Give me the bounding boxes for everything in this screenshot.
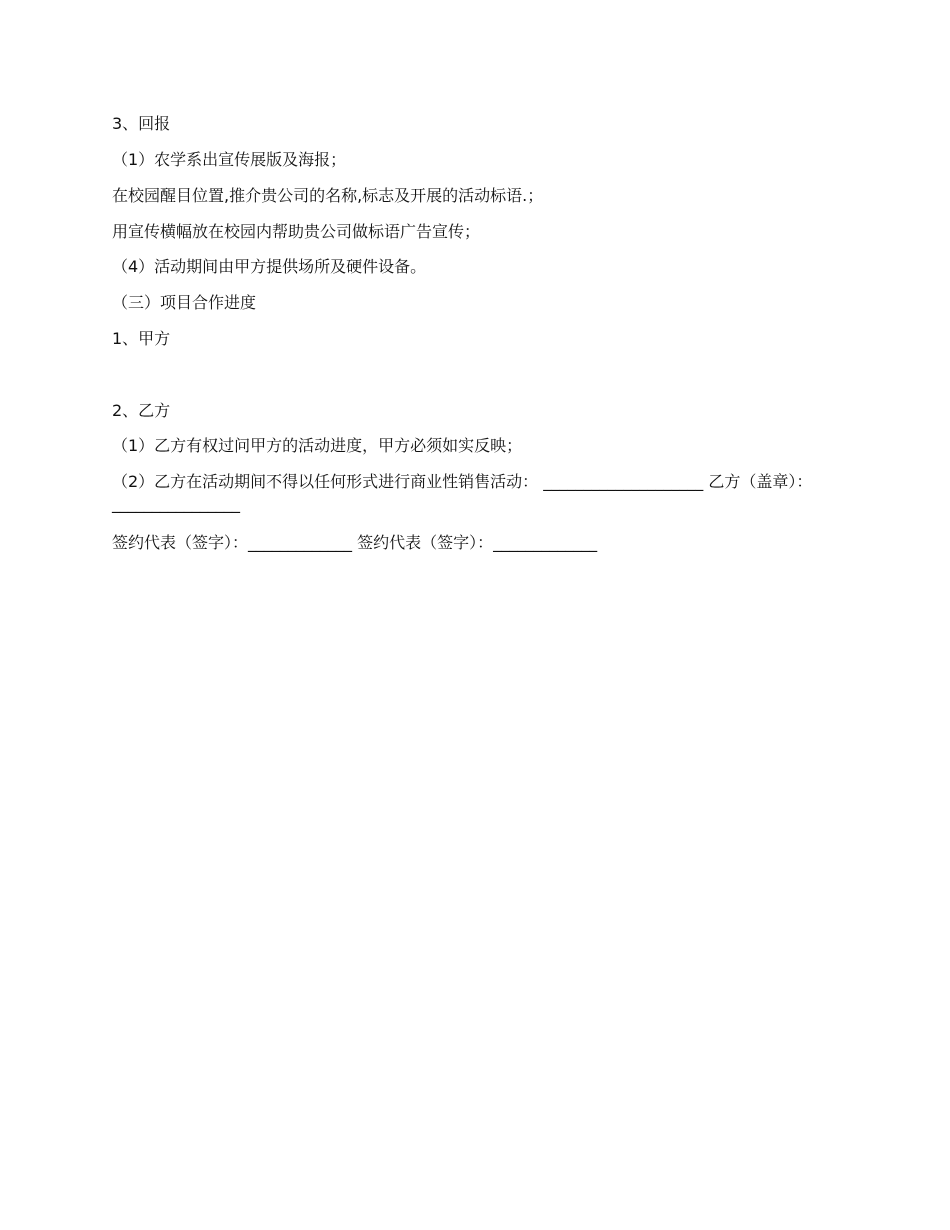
subheading-party-b: 2、乙方	[112, 401, 171, 420]
paragraph-line-signature-seal: （2）乙方在活动期间不得以任何形式进行商业性销售活动： ____________________ 乙方（盖章）：________________	[112, 472, 813, 513]
paragraph-line: （1）乙方有权过问甲方的活动进度，甲方必须如实反映；	[112, 436, 523, 455]
paragraph-line: 在校园醒目位置,推介贵公司的名称,标志及开展的活动标语.；	[112, 186, 544, 205]
paragraph-line: （4）活动期间由甲方提供场所及硬件设备。	[112, 257, 427, 276]
paragraph-line: （1）农学系出宣传展版及海报；	[112, 150, 347, 169]
signature-line: 签约代表（签字）：_____________ 签约代表（签字）：_____________	[112, 533, 598, 552]
section-heading-progress: （三）项目合作进度	[112, 293, 257, 312]
subheading-party-a: 1、甲方	[112, 329, 171, 348]
section-heading-return: 3、回报	[112, 114, 171, 133]
paragraph-line: 用宣传横幅放在校园内帮助贵公司做标语广告宣传；	[112, 222, 481, 241]
